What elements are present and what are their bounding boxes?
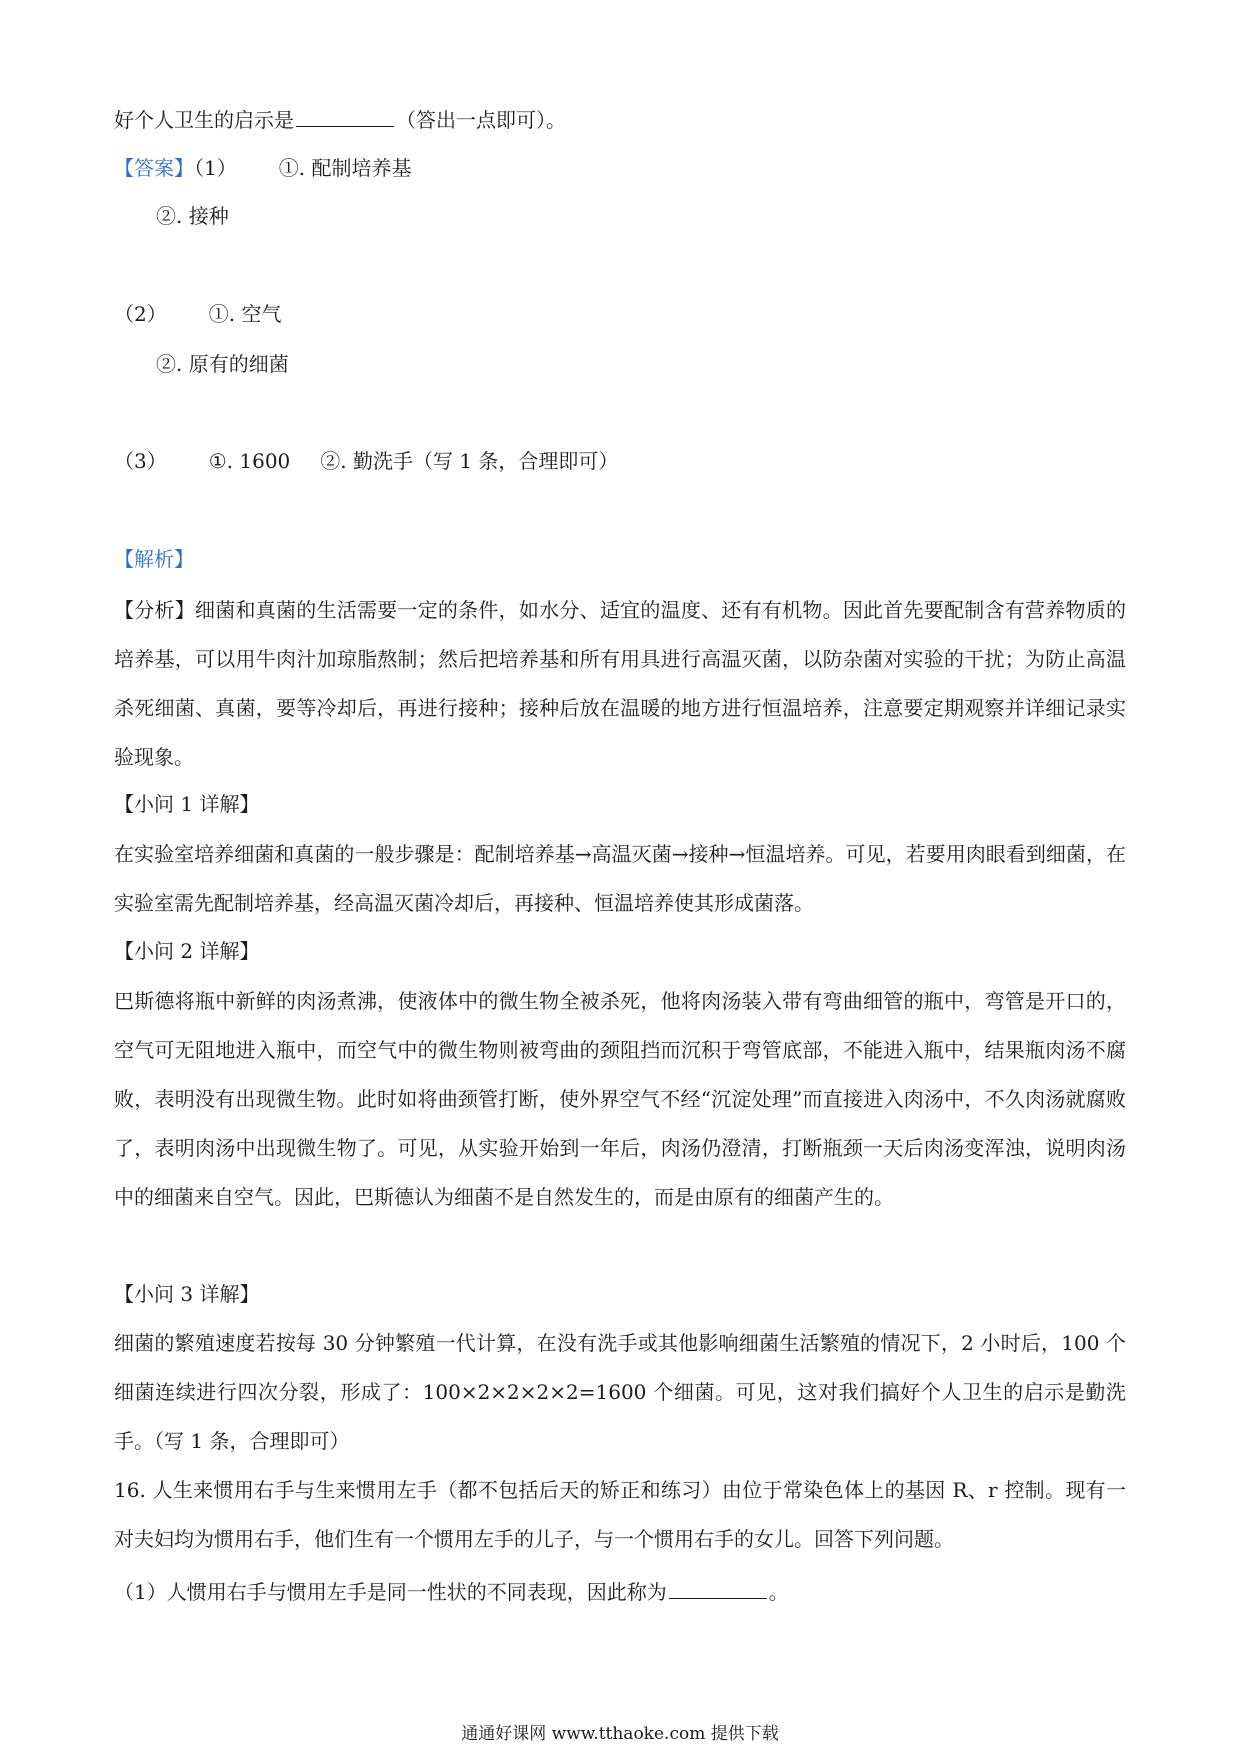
answer-blank [296, 106, 394, 127]
answer-tag: 【答案】 [114, 156, 194, 180]
analysis-fenxi: 【分析】细菌和真菌的生活需要一定的条件，如水分、适宜的温度、还有有机物。因此首先要配制含有营养物质的培养基，可以用牛肉汁加琼脂熬制；然后把培养基和所有用具进行高温灭菌，以防杂菌对实验的干扰；为防止高温杀死细菌、真菌，要等冷却后，再进行接种；接种后放在温暖的地方进行恒温培养，注意要定期观察并详细记录实验现象。 [114, 598, 1126, 769]
answer-2a: ①. 空气 [208, 302, 282, 326]
analysis-tag: 【解析】 [114, 547, 194, 571]
answer-1-num: （1） [194, 156, 237, 180]
q15-tail-suffix: （答出一点即可）。 [396, 108, 566, 132]
answer-2b: ②. 原有的细菌 [156, 352, 289, 376]
answer-line-3 [114, 447, 618, 475]
q15-tail-line [114, 106, 566, 134]
q1-detail-body: 在实验室培养细菌和真菌的一般步骤是：配制培养基→高温灭菌→接种→恒温培养。可见，若要用肉眼看到细菌，在实验室需先配制培养基，经高温灭菌冷却后，再接种、恒温培养使其形成菌落。 [114, 842, 1126, 915]
answer-line-2b [156, 350, 289, 378]
page-footer: 通通好课网 www.tthaoke.com 提供下载 [461, 1724, 779, 1744]
q2-detail-body: 巴斯德将瓶中新鲜的肉汤煮沸，使液体中的微生物全被杀死，他将肉汤装入带有弯曲细管的瓶中，弯管是开口的，空气可无阻地进入瓶中，而空气中的微生物则被弯曲的颈阻挡而沉积于弯管底部，不能进入瓶中，结果瓶肉汤不腐败，表明没有出现微生物。此时如将曲颈管打断，使外界空气不经“沉淀处理”而直接进入肉汤中，不久肉汤就腐败了，表明肉汤中出现微生物了。可见，从实验开始到一年后，肉汤仍澄清，打断瓶颈一天后肉汤变浑浊，说明肉汤中的细菌来自空气。因此，巴斯德认为细菌不是自然发生的，而是由原有的细菌产生的。 [114, 989, 1126, 1209]
q3-detail-heading: 【小问 3 详解】 [114, 1282, 260, 1306]
answer-1a: ①. 配制培养基 [278, 156, 412, 180]
answer-1b: ②. 接种 [156, 204, 229, 228]
q1-detail-heading: 【小问 1 详解】 [114, 792, 260, 816]
answer-line-1 [114, 154, 411, 182]
q3-detail-body: 细菌的繁殖速度若按每 30 分钟繁殖一代计算，在没有洗手或其他影响细菌生活繁殖的情况下，2 小时后，100 个细菌连续进行四次分裂，形成了：100×2×2×2×2=1600 个细菌。可见，这对我们搞好个人卫生的启示是勤洗手。（写 1 条，合理即可） [114, 1331, 1126, 1453]
answer-line-2 [114, 300, 281, 328]
answer-blank [669, 1578, 767, 1599]
question-16-sub1 [114, 1578, 789, 1606]
answer-line-1b [156, 202, 229, 230]
q16-sub1-prefix: （1）人惯用右手与惯用左手是同一性状的不同表现，因此称为 [114, 1580, 667, 1604]
question-16-stem: 16. 人生来惯用右手与生来惯用左手（都不包括后天的矫正和练习）由位于常染色体上的基因 R、r 控制。现有一对夫妇均为惯用右手，他们生有一个惯用左手的儿子，与一个惯用右手的女儿。回答下列问题。 [114, 1478, 1126, 1551]
answer-3b: ②. 勤洗手（写 1 条，合理即可） [320, 449, 619, 473]
q15-tail-prefix: 好个人卫生的启示是 [114, 108, 294, 132]
answer-3-num: （3） [114, 449, 167, 473]
q16-sub1-suffix: 。 [768, 1580, 789, 1604]
answer-3a: ①. 1600 [208, 449, 291, 473]
answer-2-num: （2） [114, 302, 167, 326]
q2-detail-heading: 【小问 2 详解】 [114, 939, 260, 963]
